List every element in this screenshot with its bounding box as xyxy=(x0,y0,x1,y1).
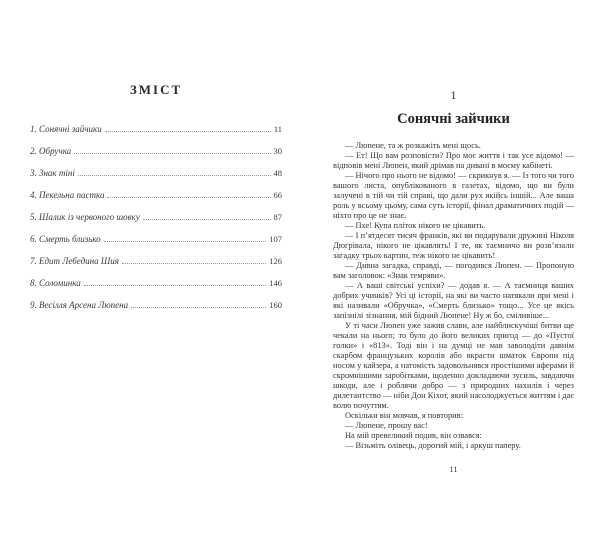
toc-page xyxy=(30,82,282,322)
toc-dotted-leader xyxy=(143,219,271,220)
toc-item-label: 4. Пекельна пастка xyxy=(30,190,105,200)
toc-page-number: 146 xyxy=(269,278,282,288)
toc-item-label: 6. Смерть близько xyxy=(30,234,101,244)
toc-row xyxy=(30,234,282,256)
toc-item-label: 9. Весілля Арсена Люпена xyxy=(30,300,129,310)
toc-dotted-leader xyxy=(74,153,270,154)
chapter-title: Сонячні зайчики xyxy=(397,111,510,127)
toc-item-label: 3. Знак тіні xyxy=(30,168,75,178)
toc-item-label: 1. Сонячні зайчики xyxy=(30,124,102,134)
toc-row xyxy=(30,256,282,278)
toc-heading: ЗМІСТ xyxy=(129,82,183,97)
paragraph: — Ет! Що вам розповісти? Про моє життя і так усе відомо! — відповів мені Люпен, який дрімав на дивані в моєму кабінеті. xyxy=(333,151,574,170)
toc-dotted-leader xyxy=(84,285,267,286)
toc-dotted-leader xyxy=(105,131,271,132)
paragraph: На мій превеликий подив, він озвався: xyxy=(345,431,482,440)
toc-item-label: 2. Обручка xyxy=(30,146,72,156)
toc-page-number: 30 xyxy=(273,146,282,156)
toc-page-number: 66 xyxy=(273,190,282,200)
paragraph: — Люпене, прошу вас! xyxy=(345,421,428,430)
toc-item-label: 7. Едит Лебедина Шия xyxy=(30,256,119,266)
paragraph: — Люпене, та ж розкажіть мені щось. xyxy=(345,141,481,150)
paragraph: У ті часи Люпен уже зажив слави, але найблискучіші битви ще чекали на нього; то було до його великих пригод — до «Пустої голки» і «813». Тоді він і на думці не мав заволодіти давнім скарбом французьких королів або вкрасти шматок Європи під носом у кайзера, а натомість задовольнявся простішими аферами й скромнішими заробітками, щоденно докладаючи зусиль, завдаючи шкоди, але і роблячи добро — з природних нахилів і через дилетантство — ніби Дон Кіхот, який насолоджується життям і дає волю почуттям. xyxy=(333,321,574,410)
toc-page-number: 11 xyxy=(273,124,282,134)
paragraph: Оскільки він мовчав, я повторив: xyxy=(345,411,463,420)
toc-row xyxy=(30,190,282,212)
page-number: 11 xyxy=(449,464,458,474)
toc-page-number: 160 xyxy=(269,300,282,310)
toc-page-number: 87 xyxy=(273,212,282,222)
toc-dotted-leader xyxy=(122,263,266,264)
toc-dotted-leader xyxy=(131,307,266,308)
toc-page-number: 107 xyxy=(269,234,282,244)
chapter-number: 1 xyxy=(450,90,457,102)
paragraph: — Нічого про нього не відомо! — скрикнув я. — Із того чи того вашого листа, опублікованого в газетах, відомо, що ви були залучені в тій чи тій справі, що дали рух якійсь іншій... Але ваша роль у всьому цьому, сама суть історії, фінал драматичних подій — ніхто про це не знає. xyxy=(333,171,574,220)
paragraph: — А ваші світські успіхи? — додав я. — А таємниця ваших добрих учинків? Усі ці історії, на які ви часто натякали при мені і які називали «Обручка», «Смерть близько» тощо... Усе це якісь запізнілі зізнання, мій бідний Люпене! Ну ж бо, сміливіше... xyxy=(333,281,574,320)
toc-row xyxy=(30,300,282,322)
toc-page-number: 126 xyxy=(269,256,282,266)
toc-dotted-leader xyxy=(104,241,267,242)
toc-row xyxy=(30,278,282,300)
paragraph: — Дивна загадка, справді, — погодився Люпен. — Пропоную вам заголовок: «Знак темряви». xyxy=(333,261,574,280)
toc-dotted-leader xyxy=(107,197,270,198)
toc-page-number: 48 xyxy=(273,168,282,178)
toc-dotted-leader xyxy=(78,175,271,176)
paragraph: — Візьміть олівець, дорогий мій, і аркуш паперу. xyxy=(345,441,521,450)
toc-item-label: 5. Шалик із червоного шовку xyxy=(30,212,140,222)
toc-row xyxy=(30,168,282,190)
toc-row xyxy=(30,212,282,234)
paragraph: — Пхе! Купа пліток нікого не цікавить. xyxy=(345,221,486,230)
toc-row xyxy=(30,124,282,146)
toc-item-label: 8. Соломинка xyxy=(30,278,81,288)
paragraph: — І п’ятдесят тисяч франків, які ви подарували дружині Ніколя Дюгрівала, нікого не цікавлять! І те, як таємничо ви розв’язали загадку трьох картин, теж нікого не цікавить! xyxy=(333,231,574,260)
toc-list xyxy=(30,124,282,322)
chapter-page xyxy=(333,90,574,474)
toc-row xyxy=(30,146,282,168)
chapter-body xyxy=(333,141,574,451)
